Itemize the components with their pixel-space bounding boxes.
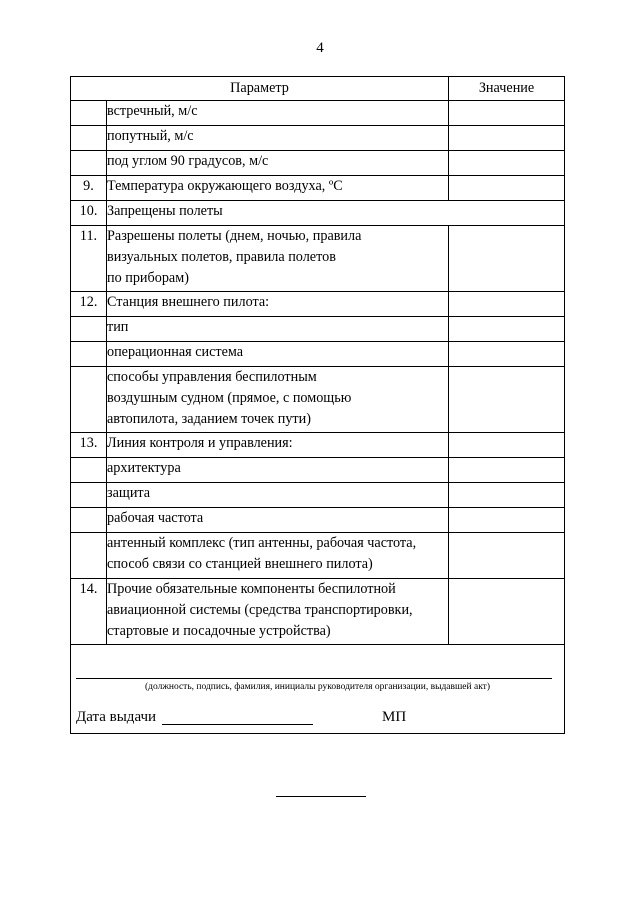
row-value[interactable] xyxy=(449,579,565,645)
row-parameter: Станция внешнего пилота: xyxy=(107,292,449,317)
row-number: 10. xyxy=(71,201,107,226)
row-parameter: Запрещены полеты xyxy=(107,201,565,226)
row-parameter: защита xyxy=(107,483,449,508)
parameters-table xyxy=(70,76,565,734)
row-parameter: под углом 90 градусов, м/с xyxy=(107,151,449,176)
table-row xyxy=(71,579,565,645)
table-row xyxy=(71,533,565,579)
row-parameter: операционная система xyxy=(107,342,449,367)
signature-block xyxy=(71,645,565,734)
row-value[interactable] xyxy=(449,151,565,176)
row-number: 11. xyxy=(71,226,107,292)
row-number xyxy=(71,126,107,151)
row-parameter: попутный, м/с xyxy=(107,126,449,151)
row-value[interactable] xyxy=(449,367,565,433)
row-number: 12. xyxy=(71,292,107,317)
row-number xyxy=(71,508,107,533)
signature-row xyxy=(71,645,565,734)
table-row xyxy=(71,126,565,151)
row-parameter: Температура окружающего воздуха, ºС xyxy=(107,176,449,201)
row-value[interactable] xyxy=(449,433,565,458)
table-row xyxy=(71,151,565,176)
row-value[interactable] xyxy=(449,458,565,483)
row-parameter: Разрешены полеты (днем, ночью, правила визуальных полетов, правила полетов по приборам) xyxy=(107,226,449,292)
row-number: 14. xyxy=(71,579,107,645)
row-value[interactable] xyxy=(449,226,565,292)
page-number: 4 xyxy=(316,40,324,56)
row-value[interactable] xyxy=(449,533,565,579)
row-value[interactable] xyxy=(449,101,565,126)
row-parameter: архитектура xyxy=(107,458,449,483)
table-row xyxy=(71,317,565,342)
table-row xyxy=(71,342,565,367)
row-value[interactable] xyxy=(449,176,565,201)
issue-date-label: Дата выдачи xyxy=(76,709,157,725)
table-row xyxy=(71,508,565,533)
row-number: 9. xyxy=(71,176,107,201)
row-number: 13. xyxy=(71,433,107,458)
row-parameter: рабочая частота xyxy=(107,508,449,533)
row-number xyxy=(71,317,107,342)
row-parameter: встречный, м/с xyxy=(107,101,449,126)
table-row xyxy=(71,483,565,508)
row-value[interactable] xyxy=(449,292,565,317)
table-row xyxy=(71,367,565,433)
table-row xyxy=(71,458,565,483)
row-parameter: Линия контроля и управления: xyxy=(107,433,449,458)
row-number xyxy=(71,533,107,579)
row-parameter: Прочие обязательные компоненты беспилотной авиационной системы (средства транспортировки, стартовые и посадочные устройства) xyxy=(107,579,449,645)
table-row xyxy=(71,433,565,458)
row-parameter: тип xyxy=(107,317,449,342)
row-value[interactable] xyxy=(449,317,565,342)
row-value[interactable] xyxy=(449,342,565,367)
table-row xyxy=(71,292,565,317)
end-of-document-rule xyxy=(276,796,366,797)
stamp-place-label: МП xyxy=(382,709,407,725)
table-row xyxy=(71,201,565,226)
signature-caption: (должность, подпись, фамилия, инициалы руководителя организации, выдавшей акт) xyxy=(144,682,491,692)
row-number xyxy=(71,151,107,176)
row-value[interactable] xyxy=(449,508,565,533)
table-row xyxy=(71,176,565,201)
table-row xyxy=(71,101,565,126)
signature-line[interactable] xyxy=(76,678,552,679)
row-parameter: антенный комплекс (тип антенны, рабочая частота, способ связи со станцией внешнего пилота) xyxy=(107,533,449,579)
row-number xyxy=(71,458,107,483)
row-number xyxy=(71,483,107,508)
row-number xyxy=(71,367,107,433)
param-column-header: Параметр xyxy=(71,77,449,101)
row-number xyxy=(71,101,107,126)
row-parameter: способы управления беспилотным воздушным судном (прямое, с помощью автопилота, заданием точек пути) xyxy=(107,367,449,433)
table-header-row xyxy=(71,77,565,101)
row-number xyxy=(71,342,107,367)
row-value[interactable] xyxy=(449,126,565,151)
table-row xyxy=(71,226,565,292)
value-column-header: Значение xyxy=(449,77,565,101)
row-value[interactable] xyxy=(449,483,565,508)
issue-date-field[interactable] xyxy=(162,724,313,725)
